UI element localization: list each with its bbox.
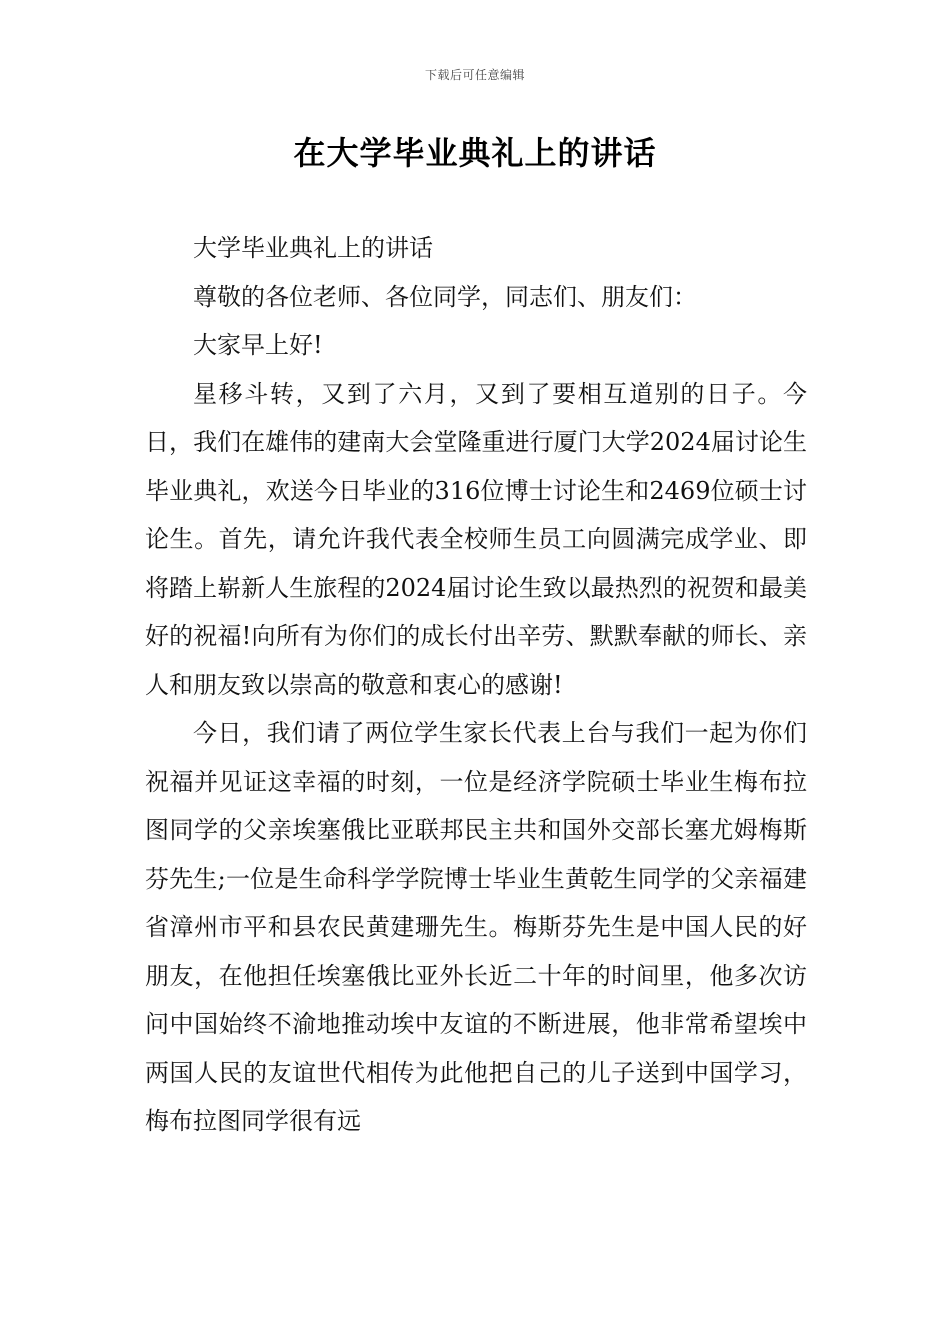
paragraph-body: 星移斗转，又到了六月，又到了要相互道别的日子。今日，我们在雄伟的建南大会堂隆重进行厦门大学2024届讨论生毕业典礼，欢送今日毕业的316位博士讨论生和2469位硕士讨论生。首先，请允许我代表全校师生员工向圆满完成学业、即将踏上崭新人生旅程的2024届讨论生致以最热烈的祝贺和最美好的祝福!向所有为你们的成长付出辛劳、默默奉献的师长、亲人和朋友致以崇高的敬意和衷心的感谢!: [145, 379, 807, 699]
document-body: [145, 224, 807, 1146]
paragraph-body: 今日，我们请了两位学生家长代表上台与我们一起为你们祝福并见证这幸福的时刻，一位是经济学院硕士毕业生梅布拉图同学的父亲埃塞俄比亚联邦民主共和国外交部长塞尤姆梅斯芬先生;一位是生命科学学院博士毕业生黄乾生同学的父亲福建省漳州市平和县农民黄建珊先生。梅斯芬先生是中国人民的好朋友，在他担任埃塞俄比亚外长近二十年的时间里，他多次访问中国始终不渝地推动埃中友谊的不断进展，他非常希望埃中两国人民的友谊世代相传为此他把自己的儿子送到中国学习，梅布拉图同学很有远: [145, 719, 807, 1135]
paragraph-subtitle: 大学毕业典礼上的讲话: [193, 234, 433, 262]
paragraph-salutation: 尊敬的各位老师、各位同学，同志们、朋友们：: [193, 282, 697, 311]
paragraph-greeting: 大家早上好!: [193, 331, 323, 359]
header-note: 下载后可任意编辑: [424, 68, 525, 82]
document-title: 在大学毕业典礼上的讲话: [293, 134, 657, 172]
